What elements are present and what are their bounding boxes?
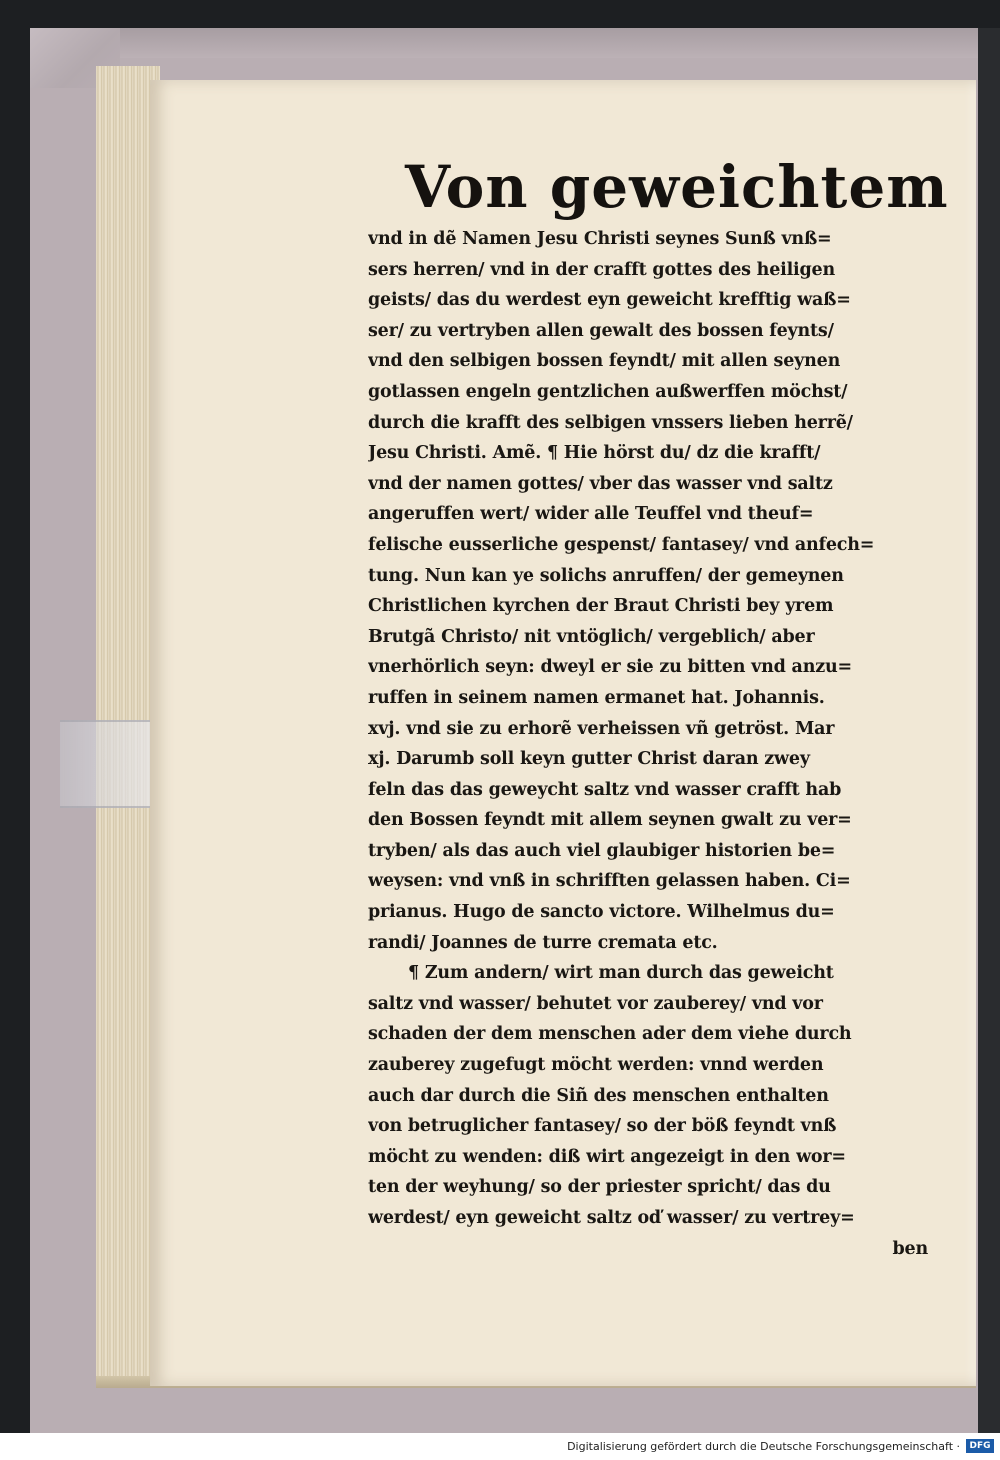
text-line: schaden der dem menschen ader dem viehe durch — [368, 1024, 852, 1045]
page-heading: Von geweichtem — [405, 153, 949, 221]
text-line: felische eusserliche gespenst/ fantasey/ vnd anfech= — [368, 534, 875, 555]
text-line: ten der weyhung/ so der priester spricht/ das du — [368, 1177, 831, 1198]
scan-shadow — [978, 28, 1000, 1433]
text-line: von betruglicher fantasey/ so der böß feyndt vnß — [368, 1116, 837, 1137]
text-line: werdest/ eyn geweicht saltz oď wasser/ zu vertrey= — [368, 1208, 855, 1228]
text-line: auch dar durch die Siñ des menschen enthalten — [368, 1085, 829, 1106]
text-line: weysen: vnd vnß in schrifften gelassen haben. Ci= — [368, 871, 851, 892]
text-line: xvj. vnd sie zu erhorẽ verheissen vñ getröst. Mar — [368, 718, 835, 739]
text-line: vnd in dẽ Namen Jesu Christi seynes Sunß vnß= — [368, 229, 832, 249]
text-line: gotlassen engeln gentzlichen außwerffen möchst/ — [368, 381, 848, 402]
text-line: angeruffen wert/ wider alle Teuffel vnd theuf= — [368, 504, 814, 525]
text-line: Christlichen kyrchen der Braut Christi bey yrem — [368, 596, 834, 617]
text-line: zauberey zugefugt möcht werden: vnnd werden — [368, 1055, 824, 1076]
text-line: ser/ zu vertryben allen gewalt des bossen feynts/ — [368, 320, 834, 341]
text-line: möcht zu wenden: diß wirt angezeigt in den wor= — [368, 1146, 846, 1167]
dfg-logo: DFG — [966, 1439, 994, 1453]
footer-credit: Digitalisierung gefördert durch die Deutsche Forschungsgemeinschaft · — [567, 1440, 960, 1453]
text-line: tung. Nun kan ye solichs anruffen/ der gemeynen — [368, 565, 844, 586]
text-line: vnd den selbigen bossen feyndt/ mit allen seynen — [368, 351, 841, 372]
page-text — [368, 224, 938, 1264]
text-line: geists/ das du werdest eyn geweicht krefftig waß= — [368, 290, 851, 311]
text-line: vnerhörlich seyn: dweyl er sie zu bitten vnd anzu= — [368, 657, 852, 678]
text-line: ruffen in seinem namen ermanet hat. Johannis. — [368, 687, 825, 708]
text-line: xj. Darumb soll keyn gutter Christ daran zwey — [368, 749, 810, 770]
text-line: durch die krafft des selbigen vnssers lieben herrẽ/ — [368, 412, 853, 433]
catchword: ben — [892, 1238, 928, 1259]
text-line: sers herren/ vnd in der crafft gottes des heiligen — [368, 259, 835, 280]
text-line: prianus. Hugo de sancto victore. Wilhelmus du= — [368, 902, 835, 923]
text-line: den Bossen feyndt mit allem seynen gwalt zu ver= — [368, 810, 852, 831]
text-line: tryben/ als das auch viel glaubiger historien be= — [368, 840, 836, 861]
text-line: Brutgã Christo/ nit vntöglich/ vergeblich/ aber — [368, 626, 815, 647]
board-top-edge — [30, 28, 980, 58]
text-line: ¶ Zum andern/ wirt man durch das geweicht — [408, 963, 834, 984]
text-line: vnd der namen gottes/ vber das wasser vnd saltz — [368, 473, 833, 494]
text-line: saltz vnd wasser/ behutet vor zauberey/ vnd vor — [368, 993, 823, 1014]
text-line: feln das das geweycht saltz vnd wasser crafft hab — [368, 779, 842, 800]
text-line: Jesu Christi. Amẽ. ¶ Hie hörst du/ dz die krafft/ — [368, 443, 821, 464]
text-line: randi/ Joannes de turre cremata etc. — [368, 932, 718, 953]
